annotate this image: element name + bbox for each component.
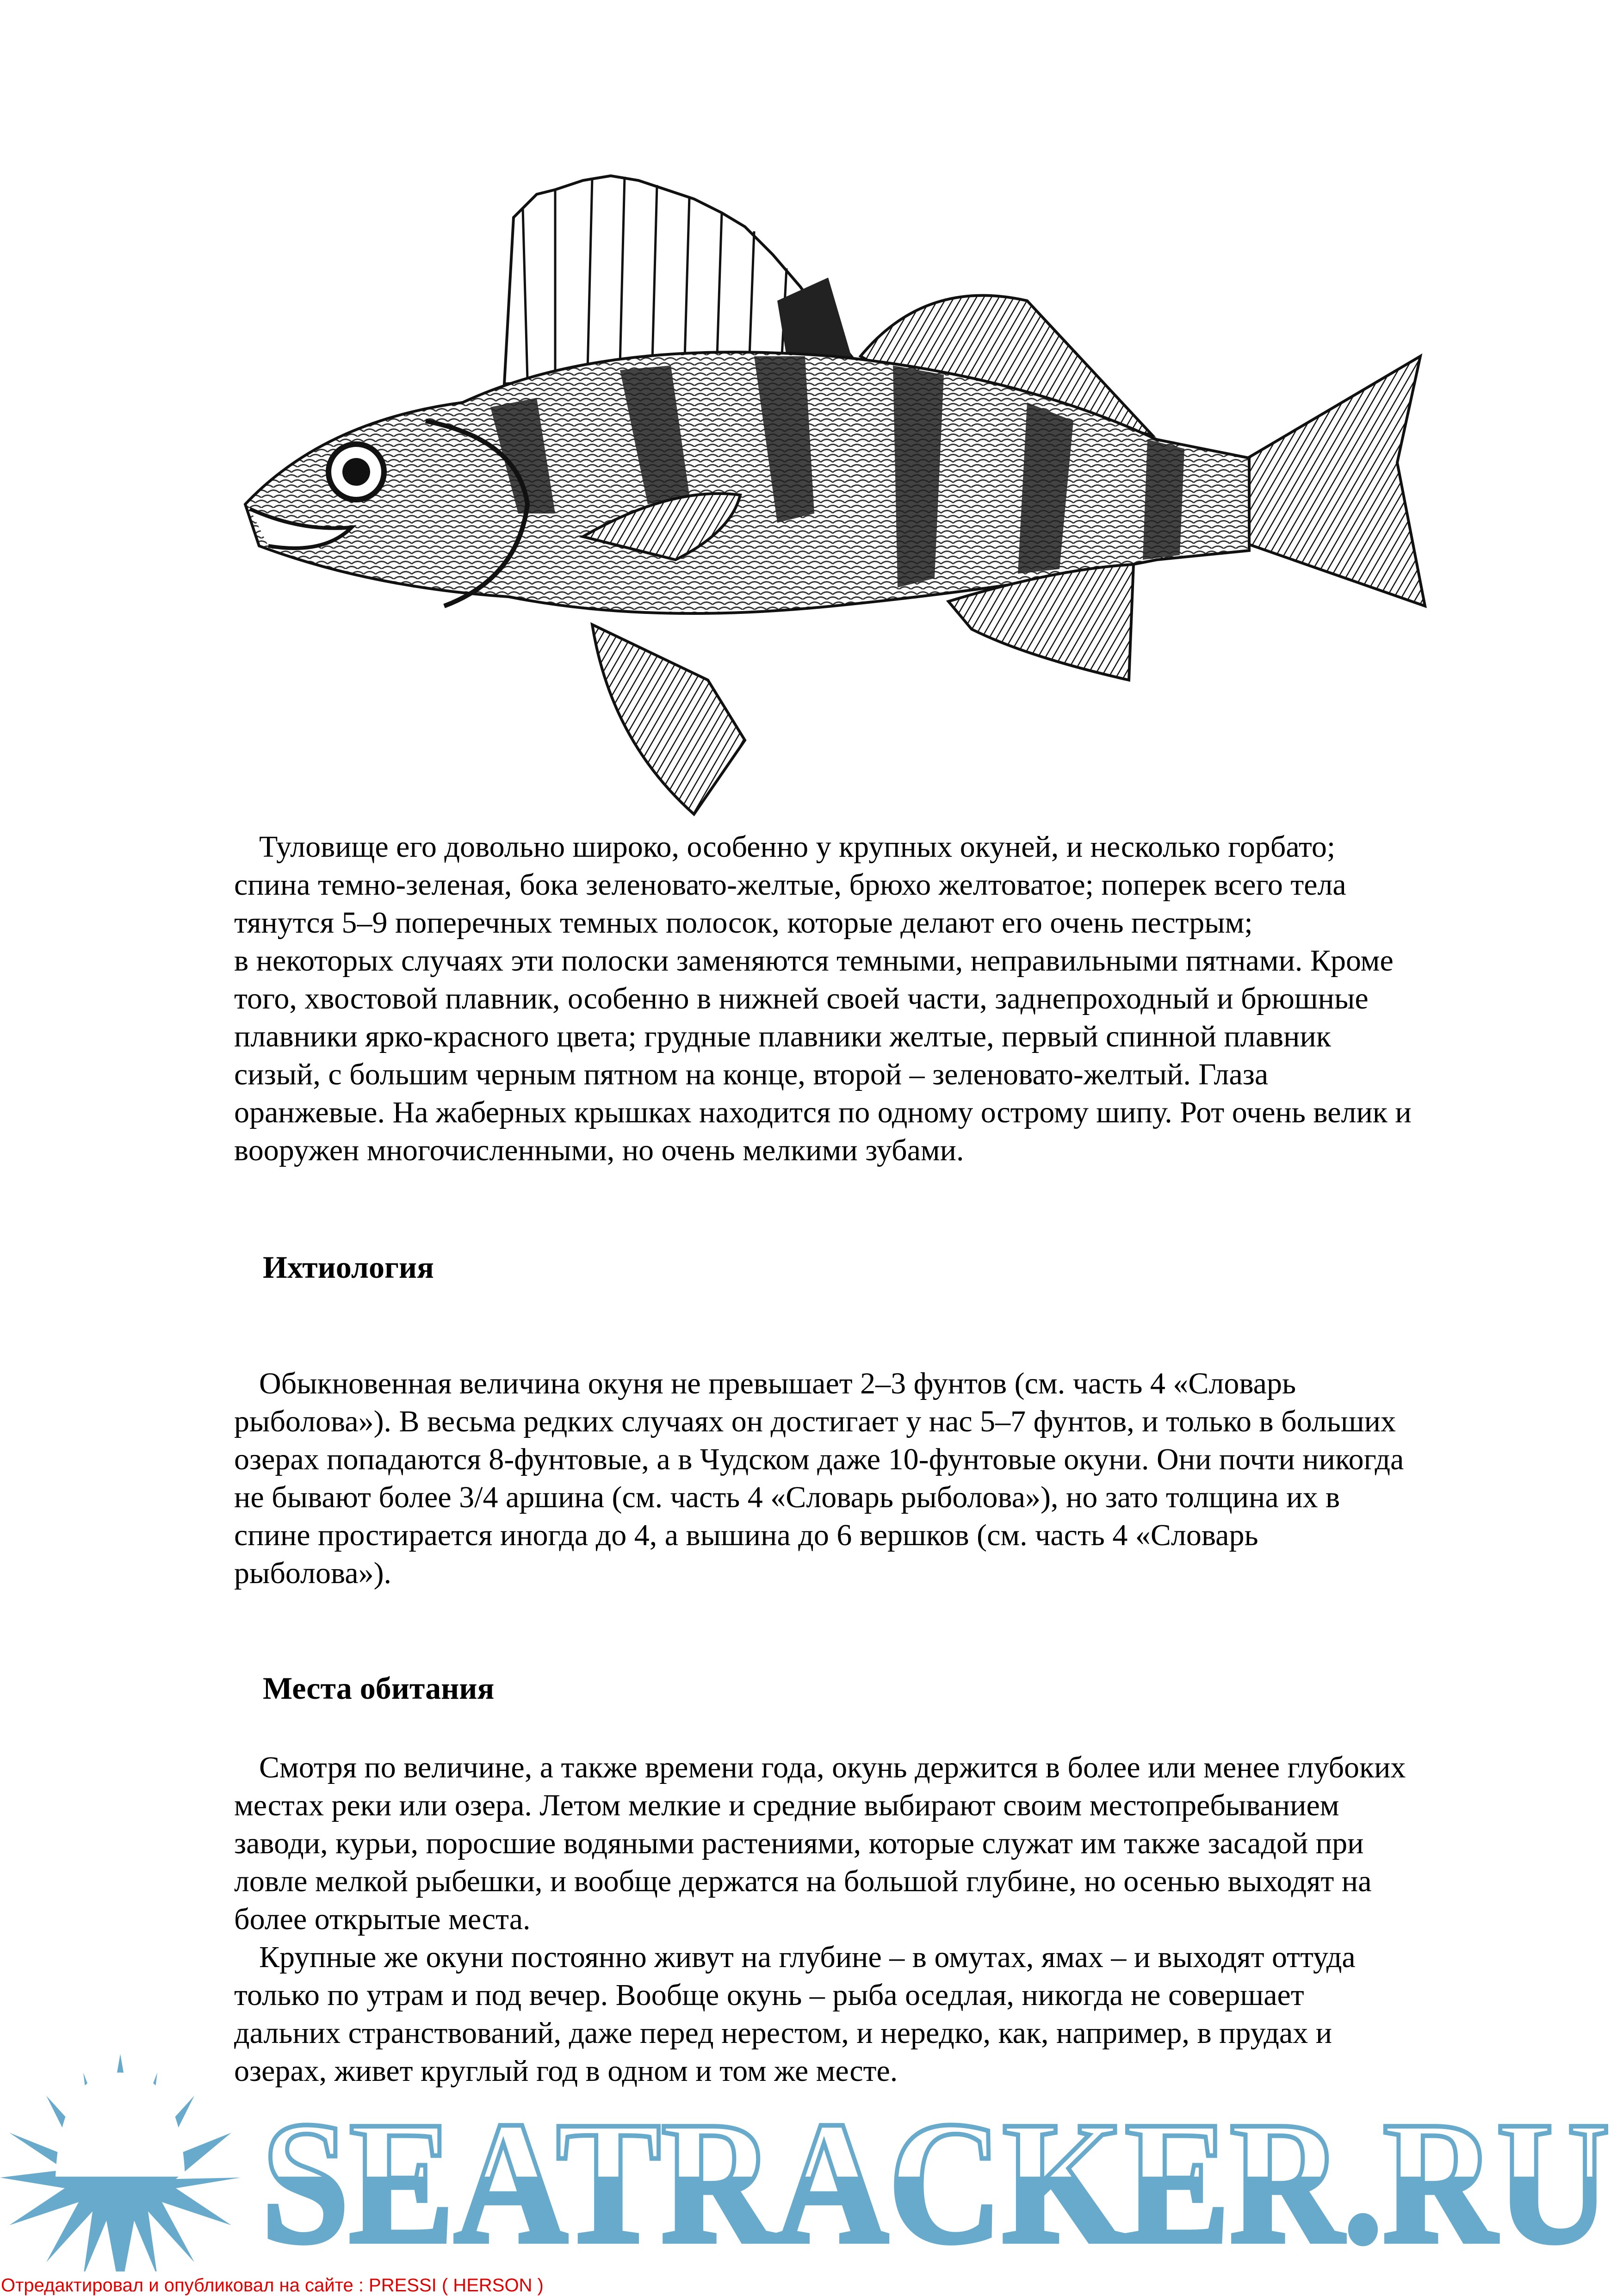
sun-logo-icon	[0, 2054, 241, 2271]
seatracker-watermark	[0, 2054, 1623, 2271]
tail-fin	[1240, 356, 1425, 606]
footer-credit: Отредактировал и опубликовал на сайте : PRESSI ( HERSON )	[1, 2275, 544, 2296]
watermark-text: SEATRACKER.RU	[261, 2085, 1610, 2271]
text-line: озерах попадаются 8-фунтовые, а в Чудском даже 10-фунтовые окуни. Они почти никогда	[234, 1442, 1404, 1476]
pelvic-fin	[592, 625, 745, 814]
text-line: в некоторых случаях эти полоски заменяются темными, неправильными пятнами. Кроме	[234, 944, 1394, 978]
text-line: дальних странствований, даже перед нерестом, и нередко, как, например, в прудах и	[234, 2016, 1332, 2050]
text-line: того, хвостовой плавник, особенно в нижней своей части, заднепроходный и брюшные	[234, 982, 1369, 1015]
heading-habitat: Места обитания	[263, 1671, 495, 1706]
text-line: озерах, живет круглый год в одном и том же месте.	[234, 2054, 898, 2088]
text-line: ловле мелкой рыбешки, и вообще держатся на большой глубине, но осенью выходят на	[234, 1864, 1372, 1898]
text-line: Крупные же окуни постоянно живут на глубине – в омутах, ямах – и выходят оттуда	[259, 1940, 1356, 1974]
text-line: вооружен многочисленными, но очень мелкими зубами.	[234, 1133, 964, 1167]
text-line: рыболова»).	[234, 1556, 392, 1590]
text-line: спине простирается иногда до 4, а вышина до 6 вершков (см. часть 4 «Словарь	[234, 1518, 1258, 1552]
text-line: Туловище его довольно широко, особенно у крупных окуней, и несколько горбато;	[259, 830, 1336, 864]
text-line: более открытые места.	[234, 1902, 531, 1936]
ichthyology-paragraph	[234, 1365, 1404, 1592]
text-line: плавники ярко-красного цвета; грудные плавники желтые, первый спинной плавник	[234, 1020, 1331, 1053]
habitat-paragraph	[234, 1749, 1406, 2090]
text-line: Смотря по величине, а также времени года, окунь держится в более или менее глубоких	[259, 1751, 1406, 1784]
text-line: не бывают более 3/4 аршина (см. часть 4 «Словарь рыболова»), но зато толщина их в	[234, 1480, 1340, 1514]
text-line: Обыкновенная величина окуня не превышает 2–3 фунтов (см. часть 4 «Словарь	[259, 1367, 1296, 1400]
text-line: сизый, с большим черным пятном на конце, второй – зеленовато-желтый. Глаза	[234, 1058, 1269, 1091]
text-line: оранжевые. На жаберных крышках находится по одному острому шипу. Рот очень велик и	[234, 1095, 1412, 1129]
text-line: заводи, курьи, поросшие водяными растениями, которые служат им также засадой при	[234, 1826, 1364, 1860]
intro-paragraph	[234, 828, 1412, 1170]
text-line: спина темно-зеленая, бока зеленовато-желтые, брюхо желтоватое; поперек всего тела	[234, 868, 1346, 902]
perch-illustration	[231, 162, 1481, 828]
text-line: только по утрам и под вечер. Вообще окунь – рыба оседлая, никогда не совершает	[234, 1978, 1304, 2012]
text-line: тянутся 5–9 поперечных темных полосок, которые делают его очень пестрым;	[234, 906, 1253, 940]
text-line: рыболова»). В весьма редких случаях он достигает у нас 5–7 фунтов, и только в больших	[234, 1405, 1396, 1438]
text-line: местах реки или озера. Летом мелкие и средние выбирают своим местопребыванием	[234, 1789, 1339, 1822]
heading-ichthyology: Ихтиология	[263, 1250, 434, 1285]
